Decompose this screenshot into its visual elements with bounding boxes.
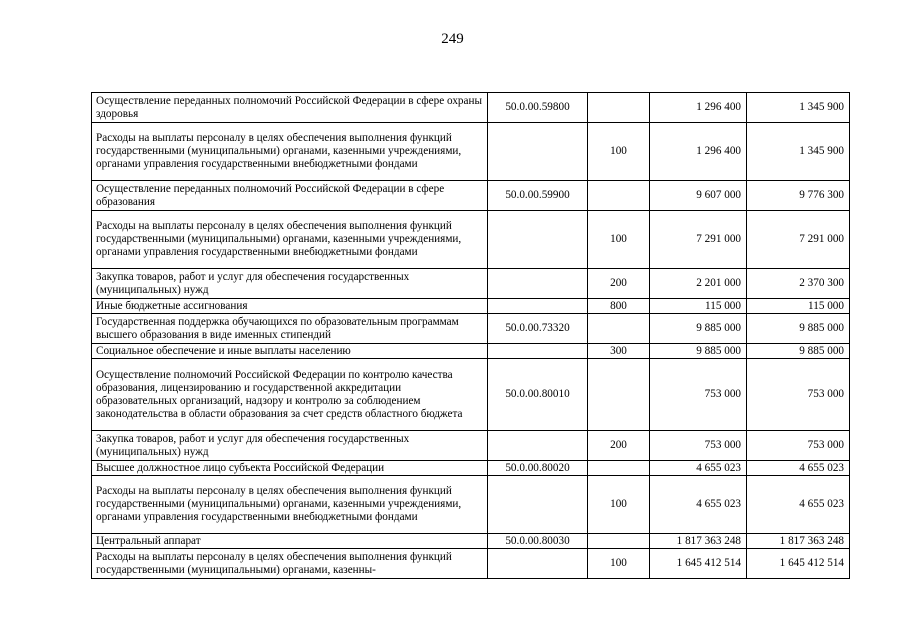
expense-type-cell [588,359,650,431]
expense-type-cell: 800 [588,299,650,314]
amount-year2-cell: 753 000 [747,359,850,431]
target-code-cell: 50.0.00.59900 [488,181,588,211]
target-code-cell [488,269,588,299]
expense-type-cell: 200 [588,431,650,461]
expense-name-cell: Закупка товаров, работ и услуг для обеспечения государственных (муниципальных) нужд [92,431,488,461]
amount-year2-cell: 1 345 900 [747,123,850,181]
target-code-cell [488,549,588,579]
amount-year1-cell: 1 645 412 514 [650,549,747,579]
expense-type-cell: 200 [588,269,650,299]
amount-year2-cell: 1 817 363 248 [747,534,850,549]
table-row [92,211,850,269]
expense-name-cell: Осуществление переданных полномочий Российской Федерации в сфере охраны здоровья [92,93,488,123]
table-row [92,431,850,461]
table-row [92,534,850,549]
target-code-cell [488,476,588,534]
amount-year1-cell: 4 655 023 [650,476,747,534]
amount-year2-cell: 753 000 [747,431,850,461]
expense-name-cell: Расходы на выплаты персоналу в целях обеспечения выполнения функций государственными (муниципальными) органами, казенными учреждениями, органами управления государственными внебюджетными фондами [92,123,488,181]
amount-year1-cell: 1 817 363 248 [650,534,747,549]
amount-year1-cell: 115 000 [650,299,747,314]
expense-type-cell: 100 [588,123,650,181]
table-row [92,344,850,359]
amount-year1-cell: 9 607 000 [650,181,747,211]
amount-year1-cell: 1 296 400 [650,93,747,123]
amount-year2-cell: 4 655 023 [747,461,850,476]
amount-year1-cell: 7 291 000 [650,211,747,269]
expense-name-cell: Центральный аппарат [92,534,488,549]
target-code-cell [488,344,588,359]
target-code-cell: 50.0.00.80020 [488,461,588,476]
expense-name-cell: Высшее должностное лицо субъекта Российской Федерации [92,461,488,476]
table-row [92,314,850,344]
amount-year1-cell: 753 000 [650,359,747,431]
expense-name-cell: Осуществление полномочий Российской Федерации по контролю качества образования, лицензированию и государственной аккредитации образовательных организаций, надзору и контролю за соблюдением законодательства в области образования за счет средств областного бюджета [92,359,488,431]
expense-name-cell: Социальное обеспечение и иные выплаты населению [92,344,488,359]
target-code-cell [488,211,588,269]
table-row [92,93,850,123]
expense-name-cell: Расходы на выплаты персоналу в целях обеспечения выполнения функций государственными (муниципальными) органами, казенны- [92,549,488,579]
amount-year2-cell: 9 885 000 [747,314,850,344]
table-row [92,269,850,299]
expense-type-cell: 300 [588,344,650,359]
expense-type-cell: 100 [588,211,650,269]
amount-year2-cell: 115 000 [747,299,850,314]
expense-name-cell: Государственная поддержка обучающихся по образовательным программам высшего образования в виде именных стипендий [92,314,488,344]
amount-year2-cell: 1 345 900 [747,93,850,123]
amount-year2-cell: 9 885 000 [747,344,850,359]
expense-name-cell: Закупка товаров, работ и услуг для обеспечения государственных (муниципальных) нужд [92,269,488,299]
table-row [92,359,850,431]
amount-year1-cell: 2 201 000 [650,269,747,299]
amount-year1-cell: 753 000 [650,431,747,461]
expense-type-cell [588,314,650,344]
table-row [92,549,850,579]
budget-table [91,92,850,579]
amount-year1-cell: 1 296 400 [650,123,747,181]
amount-year1-cell: 9 885 000 [650,314,747,344]
table-row [92,476,850,534]
expense-type-cell: 100 [588,476,650,534]
target-code-cell [488,299,588,314]
target-code-cell [488,431,588,461]
amount-year2-cell: 2 370 300 [747,269,850,299]
table-row [92,181,850,211]
amount-year2-cell: 7 291 000 [747,211,850,269]
amount-year1-cell: 4 655 023 [650,461,747,476]
expense-name-cell: Расходы на выплаты персоналу в целях обеспечения выполнения функций государственными (муниципальными) органами, казенными учреждениями, органами управления государственными внебюджетными фондами [92,476,488,534]
expense-type-cell: 100 [588,549,650,579]
amount-year2-cell: 1 645 412 514 [747,549,850,579]
amount-year2-cell: 9 776 300 [747,181,850,211]
expense-type-cell [588,181,650,211]
target-code-cell: 50.0.00.73320 [488,314,588,344]
expense-type-cell [588,93,650,123]
expense-type-cell [588,461,650,476]
expense-name-cell: Расходы на выплаты персоналу в целях обеспечения выполнения функций государственными (муниципальными) органами, казенными учреждениями, органами управления государственными внебюджетными фондами [92,211,488,269]
target-code-cell: 50.0.00.59800 [488,93,588,123]
expense-type-cell [588,534,650,549]
amount-year2-cell: 4 655 023 [747,476,850,534]
page-number: 249 [441,31,464,47]
table-row [92,299,850,314]
expense-name-cell: Осуществление переданных полномочий Российской Федерации в сфере образования [92,181,488,211]
target-code-cell: 50.0.00.80010 [488,359,588,431]
target-code-cell: 50.0.00.80030 [488,534,588,549]
table-row [92,461,850,476]
amount-year1-cell: 9 885 000 [650,344,747,359]
table-row [92,123,850,181]
expense-name-cell: Иные бюджетные ассигнования [92,299,488,314]
target-code-cell [488,123,588,181]
